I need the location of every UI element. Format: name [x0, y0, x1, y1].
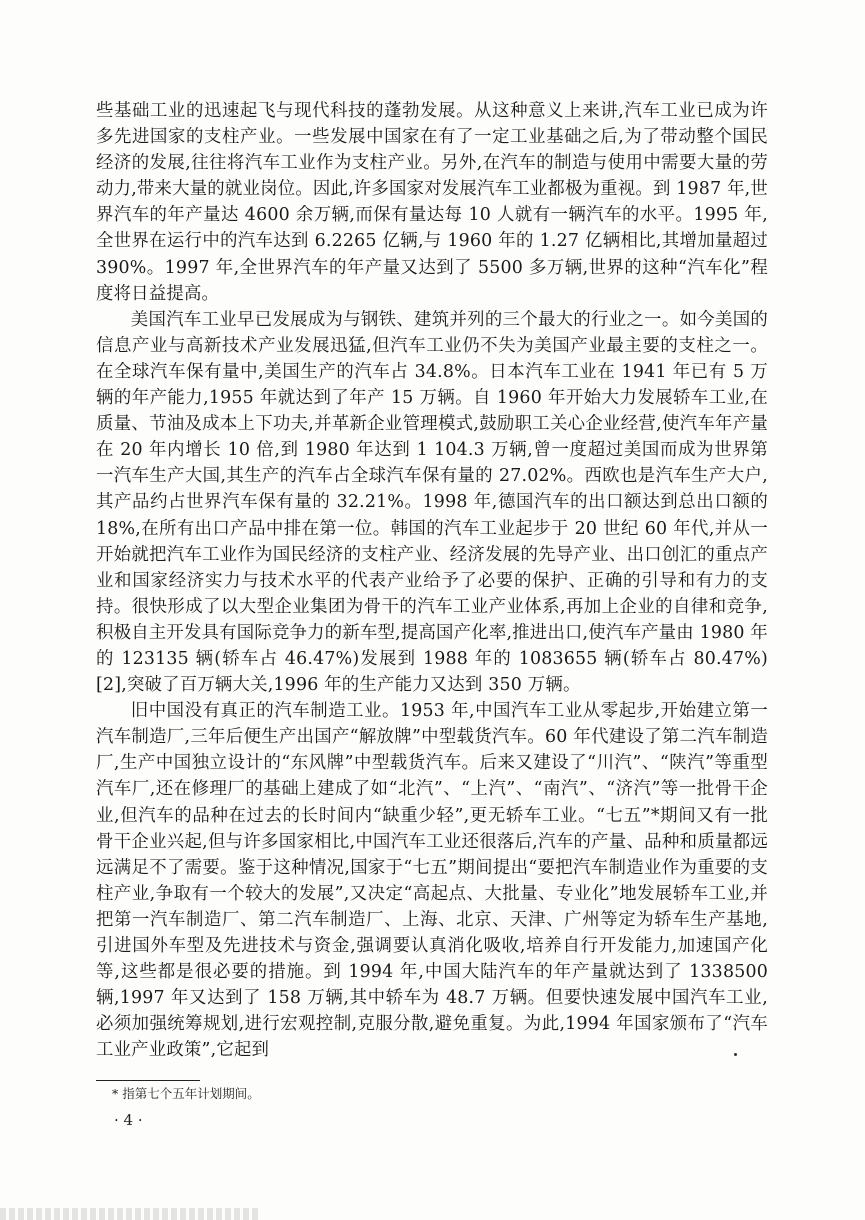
- paragraph-1: 些基础工业的迅速起飞与现代科技的蓬勃发展。从这种意义上来讲,汽车工业已成为许多先进国家的支柱产业。一些发展中国家在有了一定工业基础之后,为了带动整个国民经济的发展,往往将汽车工业作为支柱产业。另外,在汽车的制造与使用中需要大量的劳动力,带来大量的就业岗位。因此,许多国家对发展汽车工业都极为重视。到 1987 年,世界汽车的年产量达 4600 余万辆,而保有量达每 10 人就有一辆汽车的水平。1995 年,全世界在运行中的汽车达到 6.2265 亿辆,与 1960 年的 1.27 亿辆相比,其增加量超过 390%。1997 年,全世界汽车的年产量又达到了 5500 多万辆,世界的这种“汽车化”程度将日益提高。: [96, 101, 768, 304]
- paragraph-3: 旧中国没有真正的汽车制造工业。1953 年,中国汽车工业从零起步,开始建立第一汽车制造厂,三年后便生产出国产“解放牌”中型载货汽车。60 年代建设了第二汽车制造厂,生产中国独立设计的“东风牌”中型载货汽车。后来又建设了“川汽”、“陕汽”等重型汽车厂,还在修理厂的基础上建成了如“北汽”、“上汽”、“南汽”、“济汽”等一批骨干企业,但汽车的品种在过去的长时间内“缺重少轻”,更无轿车工业。“七五”*期间又有一批骨干企业兴起,但与许多国家相比,中国汽车工业还很落后,汽车的产量、品种和质量都远远满足不了需要。鉴于这种情况,国家于“七五”期间提出“要把汽车制造业作为重要的支柱产业,争取有一个较大的发展”,又决定“高起点、大批量、专业化”地发展轿车工业,并把第一汽车制造厂、第二汽车制造厂、上海、北京、天津、广州等定为轿车生产基地,引进国外车型及先进技术与资金,强调要认真消化吸收,培养自行开发能力,加速国产化等,这些都是很必要的措施。到 1994 年,中国大陆汽车的年产量就达到了 1338500 辆,1997 年又达到了 158 万辆,其中轿车为 48.7 万辆。但要快速发展中国汽车工业,必须加强统筹规划,进行宏观控制,克服分散,避免重复。为此,1994 年国家颁布了“汽车工业产业政策”,它起到: [96, 701, 768, 1061]
- scan-edge-artifact: [0, 1208, 260, 1220]
- page-number: · 4 ·: [114, 1111, 143, 1129]
- footnote: * 指第七个五年计划期间。: [112, 1086, 260, 1101]
- body-text: [96, 98, 768, 1063]
- scan-speck: [734, 1053, 737, 1056]
- paragraph-2: 美国汽车工业早已发展成为与钢铁、建筑并列的三个最大的行业之一。如今美国的信息产业与高新技术产业发展迅猛,但汽车工业仍不失为美国产业最主要的支柱之一。在全球汽车保有量中,美国生产的汽车占 34.8%。日本汽车工业在 1941 年已有 5 万辆的年产能力,1955 年就达到了年产 15 万辆。自 1960 年开始大力发展轿车工业,在质量、节油及成本上下功夫,并革新企业管理模式,鼓励职工关心企业经营,使汽车年产量在 20 年内增长 10 倍,到 1980 年达到 1 104.3 万辆,曾一度超过美国而成为世界第一汽车生产大国,其生产的汽车占全球汽车保有量的 27.02%。西欧也是汽车生产大户,其产品约占世界汽车保有量的 32.21%。1998 年,德国汽车的出口额达到总出口额的 18%,在所有出口产品中排在第一位。韩国的汽车工业起步于 20 世纪 60 年代,并从一开始就把汽车工业作为国民经济的支柱产业、经济发展的先导产业、出口创汇的重点产业和国家经济实力与技术水平的代表产业给予了必要的保护、正确的引导和有力的支持。很快形成了以大型企业集团为骨干的汽车工业产业体系,再加上企业的自律和竞争,积极自主开发具有国际竞争力的新车型,提高国产化率,推进出口,使汽车产量由 1980 年的 123135 辆(轿车占 46.47%)发展到 1988 年的 1083655 辆(轿车占 80.47%)[2],突破了百万辆大关,1996 年的生产能力又达到 350 万辆。: [96, 309, 768, 696]
- footnote-rule: [96, 1080, 200, 1081]
